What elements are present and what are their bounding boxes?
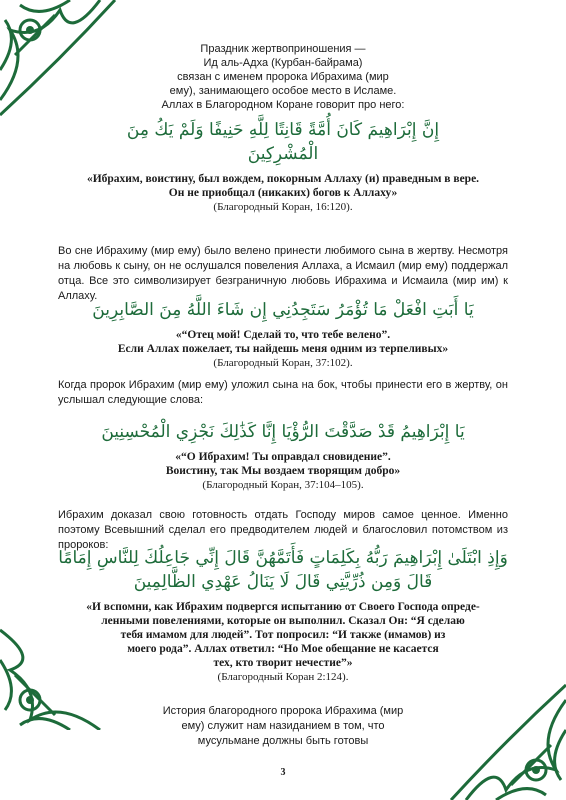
verse-translation: ленными повелениями, которые он выполнил. Сказал Он: “Я сделаю bbox=[101, 615, 465, 627]
arabic-verse: وَإِذِ ابْتَلَىٰ إِبْرَاهِيمَ رَبُّهُ بِكَلِمَاتٍ فَأَتَمَّهُنَّ قَالَ إِنِّي جَاعِلُكَ لِلنَّاسِ إِمَامًا bbox=[58, 548, 508, 568]
verse-reference: (Благородный Коран 2:124). bbox=[217, 671, 349, 683]
closing-line: История благородного пророка Ибрахима (мир bbox=[162, 705, 404, 717]
arabic-verse: يَا إِبْرَاهِيمُ قَدْ صَدَّقْتَ الرُّؤْيَا إِنَّا كَذَٰلِكَ نَجْزِي الْمُحْسِنِينَ bbox=[101, 422, 465, 442]
intro-line: Аллах в Благородном Коране говорит про него: bbox=[161, 99, 405, 111]
paragraph: Когда пророк Ибрахим (мир ему) уложил сына на бок, чтобы принести его в жертву, он услышал следующие слова: bbox=[58, 379, 508, 406]
verse-translation: моего рода”. Аллах ответил: “Но Мое обещание не касается bbox=[127, 643, 439, 655]
arabic-verse: يَا أَبَتِ افْعَلْ مَا تُؤْمَرُ سَتَجِدُنِي إِن شَاءَ اللَّهُ مِنَ الصَّابِرِينَ bbox=[92, 300, 474, 320]
verse-reference: (Благородный Коран, 37:104–105). bbox=[202, 479, 364, 491]
closing-text bbox=[0, 704, 566, 749]
arabic-verse: قَالَ وَمِن ذُرِّيَّتِي قَالَ لَا يَنَالُ عَهْدِي الظَّالِمِينَ bbox=[133, 572, 433, 592]
verse-translation: «“О Ибрахим! Ты оправдал сновидение”. bbox=[175, 451, 391, 463]
verse-translation: Воистину, так Мы воздаем творящим добро» bbox=[165, 465, 401, 477]
intro-line: Праздник жертвоприношения — bbox=[200, 43, 366, 55]
intro-line: ему), занимающего особое место в Исламе. bbox=[169, 85, 397, 97]
verse-translation: Он не приобщал (никаких) богов к Аллаху» bbox=[168, 187, 398, 199]
verse-translation-block bbox=[0, 600, 566, 670]
verse-translation: тебя имамом для людей”. Тот попросил: “И также (имамов) из bbox=[120, 629, 446, 641]
intro-text bbox=[0, 42, 566, 112]
intro-line: связан с именем пророка Ибрахима (мир bbox=[177, 71, 389, 83]
paragraph: Во сне Ибрахиму (мир ему) было велено принести любимого сына в жертву. Несмотря на любовь к сыну, он не ослушался повеления Аллаха, а Исмаил (мир ему) поддержал отца. Все это символизирует безграничную любовь Ибрахима и Исмаила (мир им) к Аллаху. bbox=[58, 245, 508, 302]
closing-line: ему) служит нам назиданием в том, что bbox=[181, 720, 385, 732]
quran-verse-4 bbox=[0, 546, 566, 684]
verse-reference: (Благородный Коран, 37:102). bbox=[213, 357, 353, 369]
verse-translation: «“Отец мой! Сделай то, что тебе велено”. bbox=[175, 329, 391, 341]
closing-line: мусульмане должны быть готовы bbox=[197, 735, 369, 747]
page-number: 3 bbox=[280, 767, 286, 778]
verse-reference: (Благородный Коран, 16:120). bbox=[213, 201, 353, 213]
arabic-verse: إِنَّ إِبْرَاهِيمَ كَانَ أُمَّةً قَانِتًا لِلَّهِ حَنِيفًا وَلَمْ يَكُ مِنَ bbox=[126, 120, 440, 140]
intro-line: Ид аль-Адха (Курбан-байрама) bbox=[203, 57, 363, 69]
verse-translation: Если Аллах пожелает, ты найдешь меня одним из терпеливых» bbox=[117, 343, 449, 355]
quran-verse-1 bbox=[0, 118, 566, 214]
quran-verse-2 bbox=[0, 298, 566, 370]
arabic-verse: الْمُشْرِكِينَ bbox=[247, 144, 319, 164]
verse-translation: «Ибрахим, воистину, был вождем, покорным Аллаху (и) праведным в вере. bbox=[86, 173, 480, 185]
verse-translation: «И вспомни, как Ибрахим подвергся испытанию от Своего Господа опреде- bbox=[86, 601, 480, 613]
quran-verse-3 bbox=[0, 420, 566, 492]
verse-translation: тех, кто творит нечестие”» bbox=[213, 657, 353, 669]
paragraph: Ибрахим доказал свою готовность отдать Господу миров самое ценное. Именно поэтому Всевышний сделал его предводителем людей и благословил потомством из пророков: bbox=[58, 509, 508, 551]
